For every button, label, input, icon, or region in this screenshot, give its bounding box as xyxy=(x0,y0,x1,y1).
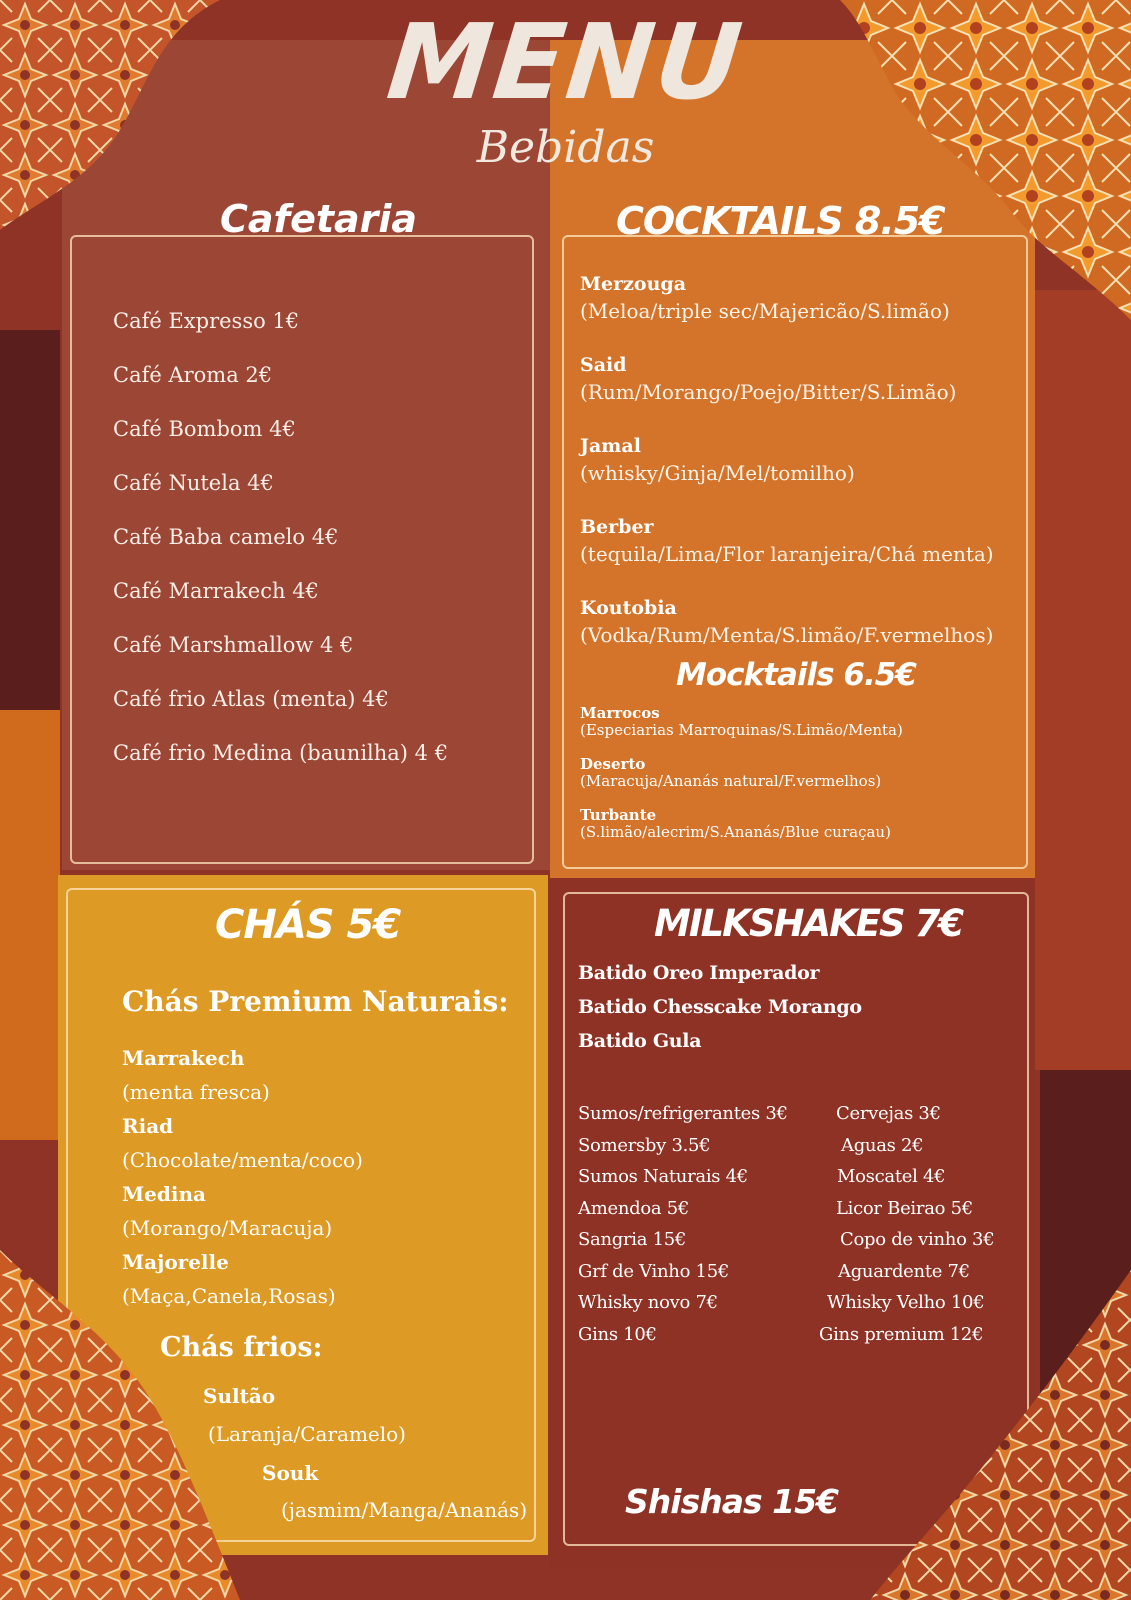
cafe-item: Café Bombom 4€ xyxy=(113,417,296,441)
cha-name: Medina xyxy=(122,1182,206,1206)
cha-name: Marrakech xyxy=(122,1046,245,1070)
chas-heading: CHÁS 5€ xyxy=(215,902,401,948)
milkshake-item: Batido Oreo Imperador xyxy=(578,962,820,984)
cocktail-ingredients: (Vodka/Rum/Menta/S.limão/F.vermelhos) xyxy=(580,623,994,647)
cocktail-name: Merzouga xyxy=(580,273,687,295)
cha-ingredients: (Maça,Canela,Rosas) xyxy=(122,1284,336,1308)
drink-item: Sumos Naturais 4€ xyxy=(578,1166,748,1187)
cha-ingredients: (jasmim/Manga/Ananás) xyxy=(281,1498,528,1522)
drink-item: Aguardente 7€ xyxy=(838,1261,970,1282)
menu-title: MENU xyxy=(382,1,749,123)
drink-item: Gins premium 12€ xyxy=(819,1324,984,1345)
menu-subtitle: Bebidas xyxy=(476,122,655,173)
drink-item: Sumos/refrigerantes 3€ xyxy=(578,1103,788,1124)
drink-item: Whisky novo 7€ xyxy=(578,1292,718,1313)
drink-item: Whisky Velho 10€ xyxy=(827,1292,985,1313)
cocktails-heading: COCKTAILS 8.5€ xyxy=(616,199,945,243)
cha-name: Sultão xyxy=(203,1384,276,1408)
chas-premium-title: Chás Premium Naturais: xyxy=(122,985,509,1018)
cafe-item: Café Expresso 1€ xyxy=(113,309,300,333)
drink-item: Licor Beirao 5€ xyxy=(836,1198,973,1219)
cha-name: Riad xyxy=(122,1114,174,1138)
cafe-item: Café frio Medina (baunilha) 4 € xyxy=(113,741,449,765)
cha-name: Majorelle xyxy=(122,1250,229,1274)
cafetaria-heading: Cafetaria xyxy=(220,197,418,241)
cocktail-ingredients: (tequila/Lima/Flor laranjeira/Chá menta) xyxy=(580,542,994,566)
cafe-item: Café Baba camelo 4€ xyxy=(113,525,339,549)
cha-name: Souk xyxy=(262,1461,319,1485)
cocktail-name: Berber xyxy=(580,516,654,538)
cocktail-name: Said xyxy=(580,354,627,376)
mocktail-name: Turbante xyxy=(580,806,657,824)
cocktail-ingredients: (Meloa/triple sec/Majericão/S.limão) xyxy=(580,299,950,323)
cocktail-ingredients: (whisky/Ginja/Mel/tomilho) xyxy=(580,461,855,485)
milkshake-item: Batido Gula xyxy=(578,1030,702,1052)
mocktail-name: Marrocos xyxy=(580,704,660,722)
cha-ingredients: (Morango/Maracuja) xyxy=(122,1216,333,1240)
cocktail-name: Koutobia xyxy=(580,597,677,619)
drink-item: Somersby 3.5€ xyxy=(578,1135,711,1156)
mocktail-ingredients: (Especiarias Marroquinas/S.Limão/Menta) xyxy=(580,721,903,739)
drink-item: Cervejas 3€ xyxy=(836,1103,941,1124)
drink-item: Copo de vinho 3€ xyxy=(840,1229,995,1250)
cha-ingredients: (menta fresca) xyxy=(122,1080,270,1104)
milkshake-item: Batido Chesscake Morango xyxy=(578,996,862,1018)
background-band xyxy=(0,330,60,710)
drink-item: Sangria 15€ xyxy=(578,1229,687,1250)
background-band xyxy=(0,710,60,1140)
drink-item: Grf de Vinho 15€ xyxy=(578,1261,730,1282)
cha-ingredients: (Laranja/Caramelo) xyxy=(208,1422,406,1446)
ornament-bottom-right xyxy=(830,1270,1131,1600)
mocktails-heading: Mocktails 6.5€ xyxy=(676,657,916,693)
drink-item: Moscatel 4€ xyxy=(837,1166,946,1187)
cocktail-ingredients: (Rum/Morango/Poejo/Bitter/S.Limão) xyxy=(580,380,957,404)
cafe-item: Café Nutela 4€ xyxy=(113,471,274,495)
mocktail-ingredients: (Maracuja/Ananás natural/F.vermelhos) xyxy=(580,772,882,790)
cha-ingredients: (Chocolate/menta/coco) xyxy=(122,1148,363,1172)
chas-frios-title: Chás frios: xyxy=(160,1332,323,1363)
cafe-item: Café Marshmallow 4 € xyxy=(113,633,354,657)
mocktail-name: Deserto xyxy=(580,755,646,773)
cafe-item: Café Aroma 2€ xyxy=(113,363,273,387)
cocktail-name: Jamal xyxy=(580,435,641,457)
mocktail-ingredients: (S.limão/alecrim/S.Ananás/Blue curaçau) xyxy=(580,823,891,841)
drink-item: Amendoa 5€ xyxy=(578,1198,690,1219)
cafe-item: Café Marrakech 4€ xyxy=(113,579,319,603)
cafe-item: Café frio Atlas (menta) 4€ xyxy=(113,687,389,711)
drink-item: Gins 10€ xyxy=(578,1324,657,1345)
background-band xyxy=(1035,290,1131,1070)
milkshakes-heading: MILKSHAKES 7€ xyxy=(654,902,963,945)
shishas-heading: Shishas 15€ xyxy=(625,1482,838,1521)
drink-item: Aguas 2€ xyxy=(841,1135,924,1156)
